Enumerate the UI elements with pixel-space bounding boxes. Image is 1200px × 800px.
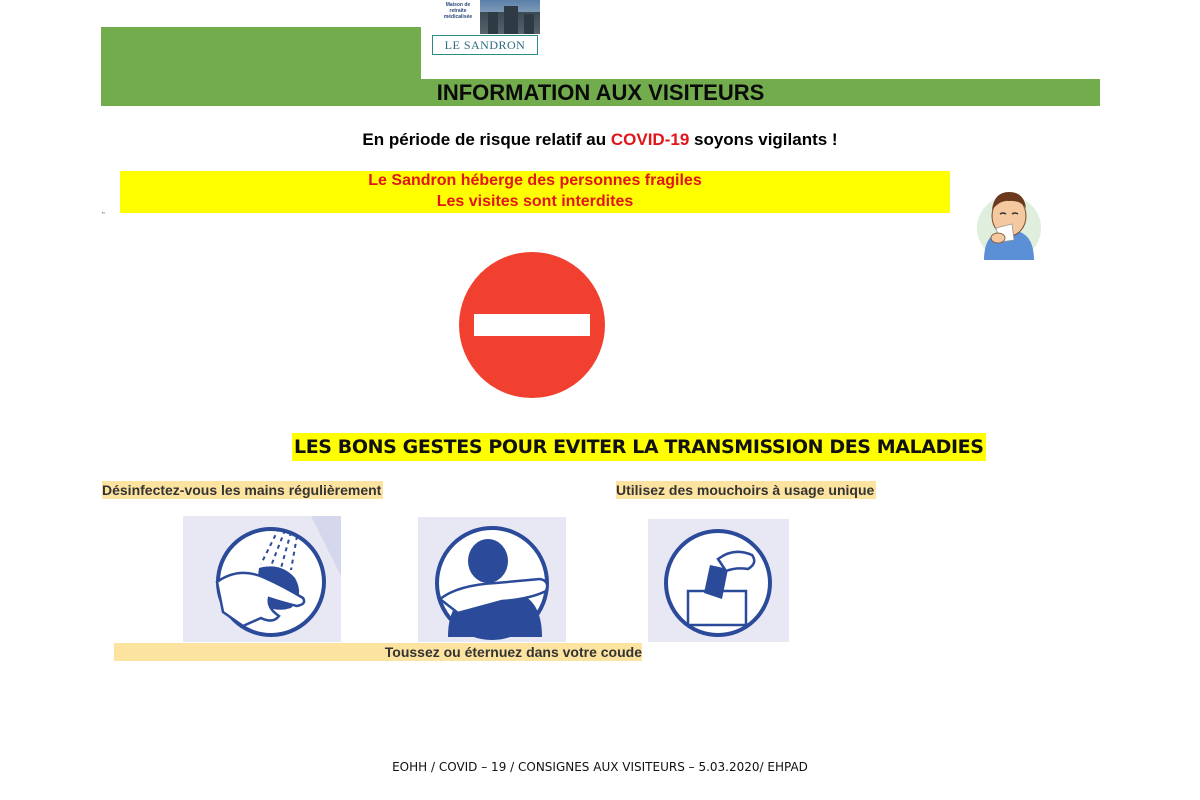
stray-mark: ''	[102, 212, 105, 219]
good-gestures-heading: LES BONS GESTES POUR EVITER LA TRANSMISSION DES MALADIES	[292, 433, 986, 461]
page-title: INFORMATION AUX VISITEURS	[436, 80, 765, 105]
covid-vigilance-subtitle: En période de risque relatif au COVID-19 soyons vigilants !	[362, 130, 838, 149]
sneezing-person-icon	[962, 178, 1056, 270]
hand-washing-icon	[183, 516, 341, 642]
logo-tagline: Maison de retraite médicalisée	[443, 2, 473, 20]
alert-fragile-residents: Le Sandron héberge des personnes fragiles	[368, 172, 702, 189]
document-footer: EOHH / COVID – 19 / CONSIGNES AUX VISITEURS – 5.03.2020/ EHPAD	[392, 760, 808, 774]
logo-name: LE SANDRON	[432, 35, 538, 55]
tissue-disposal-icon	[648, 519, 789, 642]
tip-wash-hands: Désinfectez-vous les mains régulièrement	[102, 482, 382, 498]
logo-building-photo	[480, 0, 540, 34]
cough-in-elbow-icon	[418, 517, 566, 642]
covid-highlight: COVID-19	[610, 130, 690, 149]
tip-cough-in-elbow: Toussez ou éternuez dans votre coude	[114, 643, 642, 661]
tip-single-use-tissues: Utilisez des mouchoirs à usage unique	[616, 482, 875, 498]
no-entry-sign-icon	[458, 251, 606, 399]
alert-visits-forbidden: Les visites sont interdites	[436, 193, 634, 210]
le-sandron-logo	[430, 0, 542, 58]
header-green-block	[101, 27, 421, 79]
